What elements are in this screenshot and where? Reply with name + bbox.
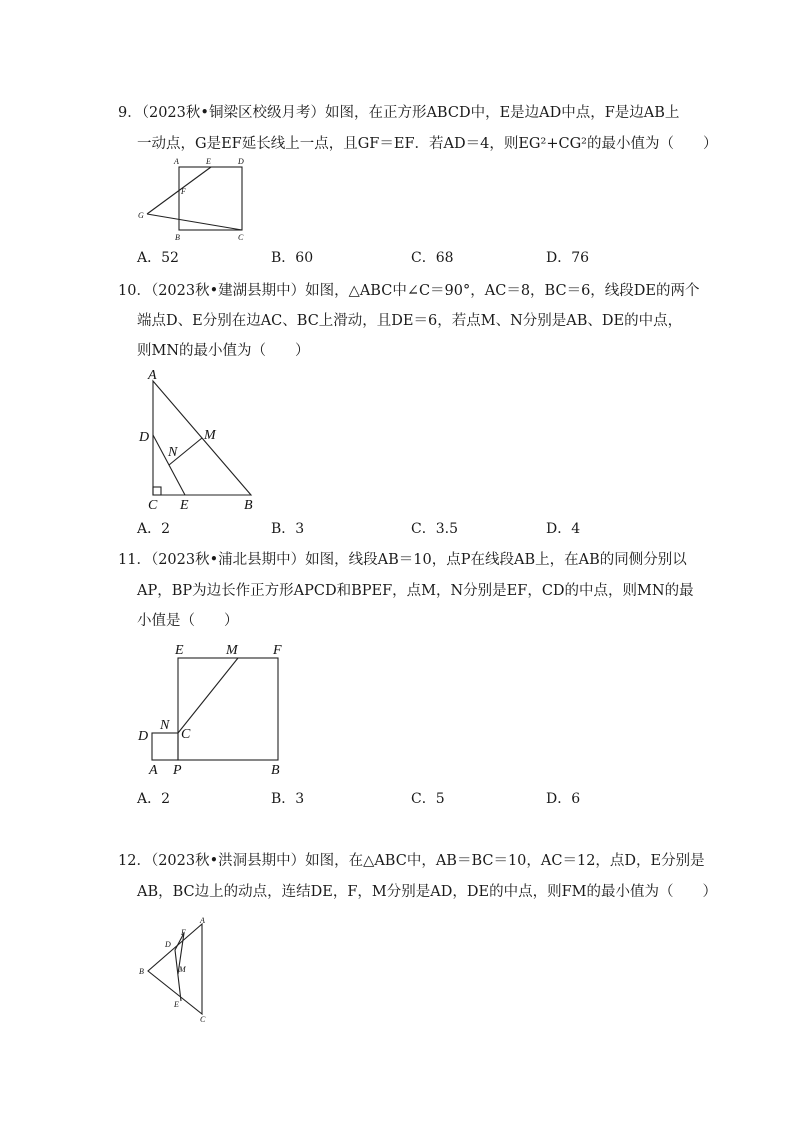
q10-label-c: C — [148, 498, 158, 513]
q12-label-m: M — [179, 965, 186, 974]
q10-label-b: B — [244, 498, 253, 513]
q9-source: （2023秋•铜梁区校级月考） — [141, 105, 325, 121]
q12-line-1 — [118, 851, 705, 871]
q11-label-d: D — [138, 729, 149, 744]
q11-label-c: C — [181, 727, 191, 742]
q11-number: 11． — [118, 552, 151, 568]
q10-option-b: B．3 — [271, 521, 305, 537]
q12-source: （2023秋•洪洞县期中） — [150, 853, 306, 869]
q11-text-1: 如图，线段AB＝10，点P在线段AB上，在AB的同侧分别以 — [305, 552, 687, 568]
q11-square-bpef — [178, 658, 278, 760]
q11-label-n: N — [160, 718, 170, 733]
q12-label-c: C — [200, 1015, 206, 1024]
q11-text-3: 小值是（ ） — [137, 613, 239, 629]
q10-label-a: A — [148, 368, 157, 383]
q9-line-1 — [118, 103, 679, 123]
q9-figure — [130, 158, 270, 248]
q10-text-1: 如图，△ABC中∠C＝90°，AC＝8，BC＝6，线段DE的两个 — [305, 283, 700, 299]
q11-option-c: C．5 — [411, 791, 445, 807]
q9-option-d: D．76 — [546, 250, 590, 266]
q11-source: （2023秋•浦北县期中） — [150, 552, 306, 568]
q10-label-m: M — [204, 428, 216, 443]
q9-line-2 — [137, 134, 717, 154]
q11-line-1 — [118, 550, 687, 570]
q10-number: 10． — [118, 283, 151, 299]
q10-text-3: 则MN的最小值为（ ） — [137, 343, 310, 359]
q9-label-a: A — [174, 157, 179, 166]
q9-segment-gc — [147, 214, 242, 230]
q9-number: 9． — [118, 105, 142, 121]
q9-label-f: F — [181, 187, 186, 196]
q11-label-p: P — [173, 763, 182, 778]
q9-text-1: 如图，在正方形ABCD中，E是边AD中点，F是边AB上 — [324, 105, 680, 121]
q11-option-b: B．3 — [271, 791, 305, 807]
q11-label-f: F — [273, 643, 282, 658]
q12-figure — [134, 912, 224, 1027]
q10-right-angle-mark — [153, 487, 161, 495]
q11-option-a: A．2 — [137, 791, 171, 807]
q10-label-e: E — [180, 498, 189, 513]
q10-line-1 — [118, 281, 700, 301]
q10-line-3 — [137, 341, 310, 361]
q10-label-d: D — [139, 430, 150, 445]
q9-option-b: B．60 — [271, 250, 314, 266]
q9-option-c: C．68 — [411, 250, 454, 266]
q12-number: 12． — [118, 853, 151, 869]
q10-line-2 — [137, 311, 682, 331]
q10-option-a: A．2 — [137, 521, 171, 537]
q11-line-3 — [137, 611, 239, 631]
q9-label-b: B — [175, 233, 180, 242]
q11-label-a: A — [149, 763, 158, 778]
q12-text-1: 如图，在△ABC中，AB＝BC＝10，AC＝12，点D，E分别是 — [305, 853, 705, 869]
q9-option-a: A．52 — [137, 250, 179, 266]
q12-label-a: A — [200, 916, 205, 925]
q11-text-2: AP，BP为边长作正方形APCD和BPEF，点M，N分别是EF，CD的中点，则MN的最 — [137, 583, 694, 599]
q10-source: （2023秋•建湖县期中） — [150, 283, 306, 299]
q12-line-2 — [137, 882, 717, 902]
q10-option-d: D．4 — [546, 521, 581, 537]
q12-label-e: E — [174, 1000, 179, 1009]
q9-label-g: G — [138, 211, 144, 220]
q11-segment-nm — [178, 658, 238, 733]
q10-option-c: C．3.5 — [411, 521, 458, 537]
q9-text-2: 一动点，G是EF延长线上一点，且GF＝EF．若AD＝4，则EG²+CG²的最小值为（ ） — [137, 136, 718, 152]
q9-label-e: E — [206, 157, 211, 166]
q11-option-d: D．6 — [546, 791, 581, 807]
q11-label-b: B — [271, 763, 280, 778]
q12-label-b: B — [139, 967, 144, 976]
q12-text-2: AB，BC边上的动点，连结DE，F，M分别是AD，DE的中点，则FM的最小值为（ ） — [137, 884, 717, 900]
q12-label-f: F — [181, 928, 186, 937]
q9-label-c: C — [238, 233, 244, 242]
q11-figure — [136, 640, 296, 780]
q12-label-d: D — [165, 940, 171, 949]
q10-label-n: N — [168, 445, 178, 460]
q9-label-d: D — [238, 157, 244, 166]
q11-label-e: E — [175, 643, 184, 658]
q10-text-2: 端点D、E分别在边AC、BC上滑动，且DE＝6，若点M、N分别是AB、DE的中点， — [137, 313, 683, 329]
q10-figure — [138, 364, 268, 514]
q11-label-m: M — [226, 643, 238, 658]
q11-line-2 — [137, 581, 694, 601]
q11-square-apcd — [152, 733, 178, 760]
